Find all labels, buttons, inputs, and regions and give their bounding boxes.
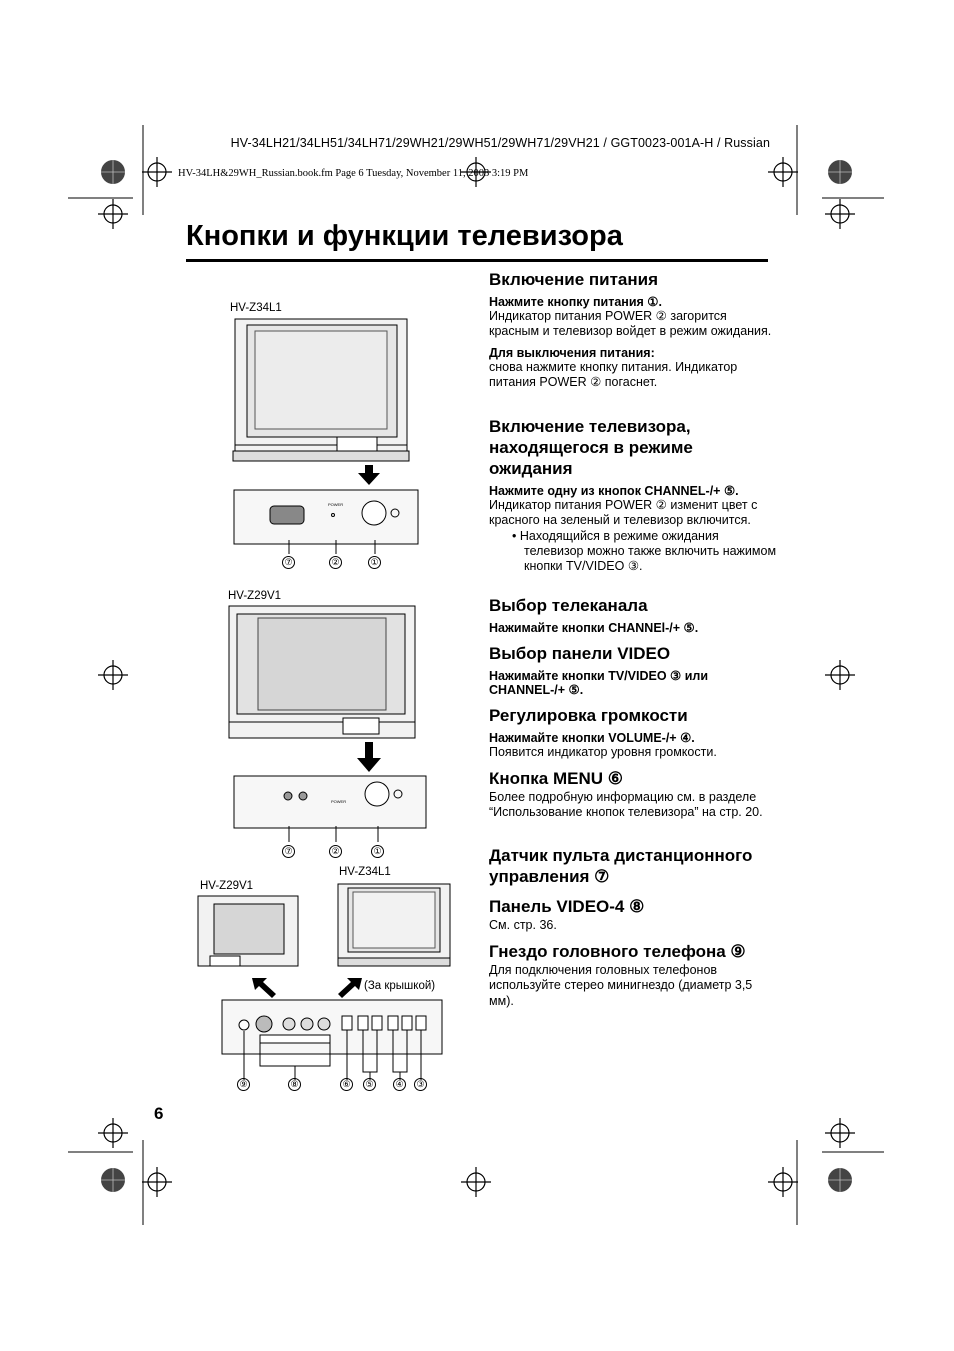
page-number: 6 — [154, 1104, 164, 1123]
tv2-illustration — [225, 602, 425, 780]
section-heading: Выбор телеканала — [489, 596, 648, 615]
description: Для подключения головных телефонов используйте стерео минигнездо (диаметр 3,5 мм). — [489, 963, 753, 1008]
section-heading: Выбор панели VIDEO — [489, 644, 671, 663]
description: снова нажмите кнопку питания. Индикатор питания POWER ② погаснет. — [489, 359, 738, 389]
section-heading: Включение питания — [489, 270, 659, 289]
power-label-1: POWER — [328, 502, 344, 507]
section-heading: Кнопка MENU ⑥ — [489, 769, 623, 788]
instruction: Нажимайте кнопки CHANNEl-/+ ⑤. — [489, 621, 699, 635]
callout-3: ③ — [414, 1075, 427, 1093]
section-volume — [489, 705, 779, 760]
section-video-panel — [489, 643, 779, 697]
bullet-note: • Находящийся в режиме ожидания телевизор можно также включить нажимом кнопки TV/VIDEO ③. — [512, 528, 777, 574]
tv3-model-label: HV-Z29V1 — [200, 880, 254, 892]
section-standby — [489, 416, 779, 574]
callout-2b: ② — [329, 842, 342, 860]
section-remote-sensor — [489, 845, 769, 887]
section-heading: Включение телевизора, находящегося в режиме ожидания — [489, 417, 693, 478]
description: Более подробную информацию см. в разделе “Использование кнопок телевизора” на стр. 20. — [489, 790, 763, 820]
instruction: Нажимайте кнопки VOLUME-/+ ④. — [489, 731, 695, 745]
header-models: HV-34LH21/34LH51/34LH71/29WH21/29WH51/29WH71/29VH21 / GGT0023-001A-H / Russian — [230, 136, 770, 150]
tv1-panel — [230, 488, 425, 548]
description: Индикатор питания POWER ② изменит цвет с красного на зеленый и телевизор включится. — [489, 498, 758, 528]
section-video4 — [489, 896, 779, 933]
section-heading: Панель VIDEO-4 ⑧ — [489, 897, 645, 916]
callout-7b: ⑦ — [282, 842, 295, 860]
section-heading: Датчик пульта дистанционного управления ⑦ — [489, 846, 753, 886]
instruction: Нажмите кнопку питания ①. — [489, 295, 662, 309]
callout-4: ④ — [393, 1075, 406, 1093]
tv1-model-label: HV-Z34L1 — [230, 302, 282, 314]
section-heading: Регулировка громкости — [489, 706, 688, 725]
section-channel — [489, 595, 779, 635]
title-rule — [186, 259, 768, 262]
instruction: Нажимайте кнопки TV/VIDEO ③ или CHANNEL-/+ ⑤. — [489, 669, 709, 697]
description: См. стр. 36. — [489, 918, 557, 932]
description: Появится индикатор уровня громкости. — [489, 745, 717, 759]
section-headphone — [489, 941, 779, 1009]
callout-2: ② — [329, 553, 342, 571]
callout-5: ⑤ — [363, 1075, 376, 1093]
section-heading: Гнездо головного телефона ⑨ — [489, 942, 746, 961]
description: Индикатор питания POWER ② загорится красным и телевизор войдет в режим ожидания. — [489, 309, 772, 339]
callout-8: ⑧ — [288, 1075, 301, 1093]
tv2-panel — [230, 772, 430, 832]
callout-6: ⑥ — [340, 1075, 353, 1093]
section-power — [489, 269, 779, 390]
callout-1b: ① — [371, 842, 384, 860]
instruction: Нажмите одну из кнопок CHANNEL-/+ ⑤. — [489, 484, 739, 498]
instruction: Для выключения питания: — [489, 345, 655, 360]
section-menu — [489, 768, 779, 821]
power-label-2: POWER — [331, 799, 347, 804]
callout-1: ① — [368, 553, 381, 571]
tv2-model-label: HV-Z29V1 — [228, 590, 282, 602]
callout-9: ⑨ — [237, 1075, 250, 1093]
behind-cover-label: (За крышкой) — [364, 980, 436, 992]
callout-7: ⑦ — [282, 553, 295, 571]
front-panel-illustration — [220, 998, 445, 1094]
header-file-info: HV-34LH&29WH_Russian.book.fm Page 6 Tuesday, November 11, 2003 3:19 PM — [178, 168, 529, 179]
page-title: Кнопки и функции телевизора — [186, 220, 623, 252]
tv4-model-label: HV-Z34L1 — [339, 866, 391, 878]
